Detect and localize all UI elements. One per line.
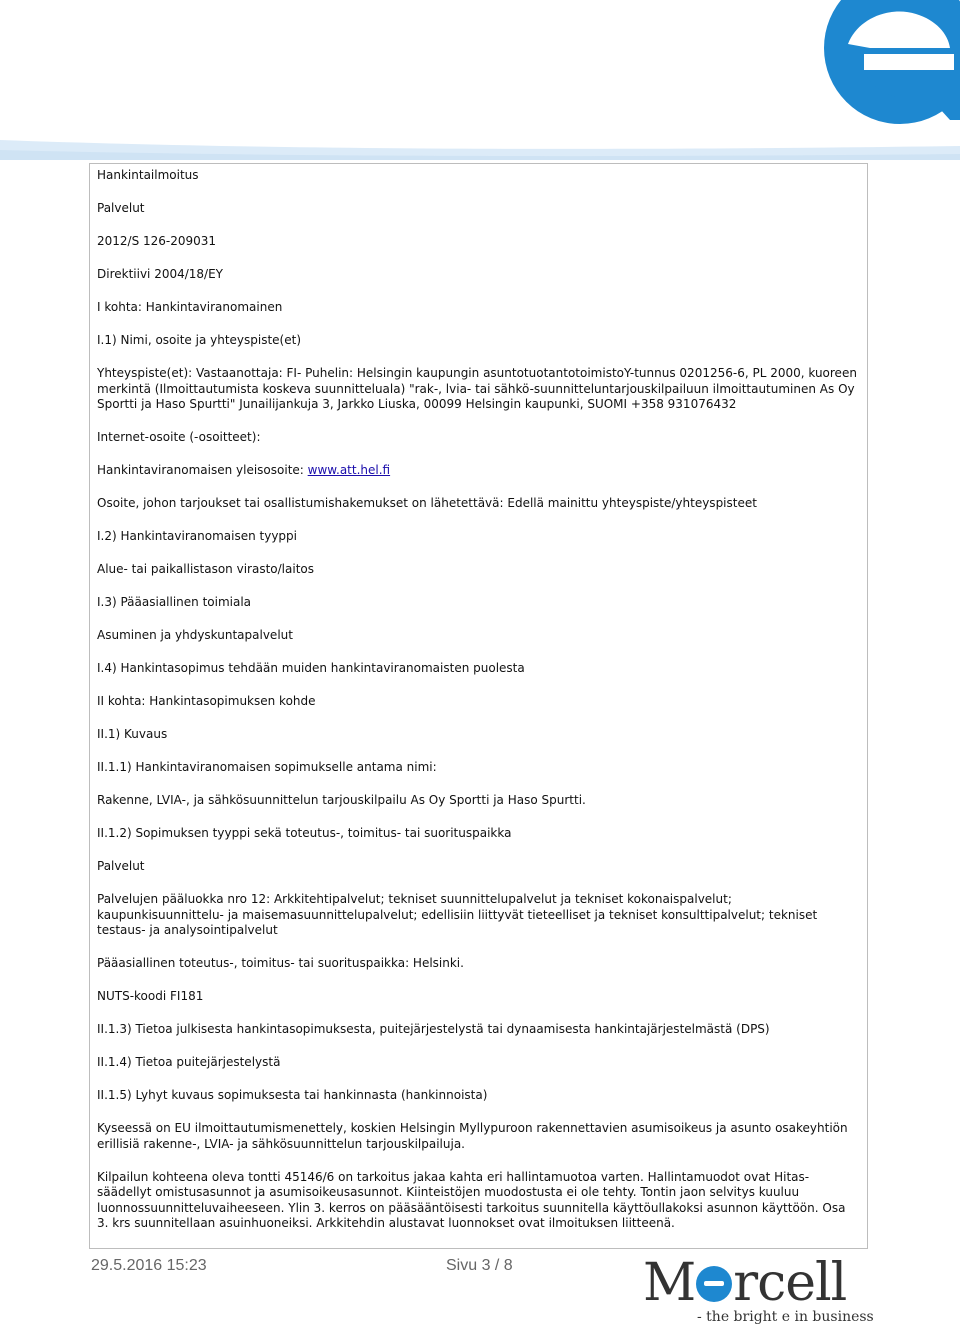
section-heading: II kohta: Hankintasopimuksen kohde (97, 694, 316, 708)
notice-category: Palvelut (97, 201, 145, 215)
notice-title: Hankintailmoitus (97, 168, 199, 182)
service-category: Palvelujen pääluokka nro 12: Arkkitehtipalvelut; tekniset suunnittelupalvelut ja tekniset kokonaispalvelut; kaupunkisuunnittelu- ja maisemasuunnittelupalvelut; edellisiin liittyvät tieteelliset ja tekniset konsulttipalvelut; tekniset testaus- ja analysointipalvelut (97, 892, 818, 937)
section-heading: I.2) Hankintaviranomaisen tyyppi (97, 529, 297, 543)
submission-address: Osoite, johon tarjoukset tai osallistumishakemukset on lähetettävä: Edellä mainittu yhteyspiste/yhteyspisteet (97, 496, 757, 510)
logo-e-icon (696, 1266, 732, 1302)
contract-name: Rakenne, LVIA-, ja sähkösuunnittelun tarjouskilpailu As Oy Sportti ja Haso Spurtti. (97, 793, 586, 807)
general-address-label: Hankintaviranomaisen yleisosoite: (97, 463, 308, 477)
section-heading: II.1) Kuvaus (97, 727, 168, 741)
logo-word-start: M (643, 1253, 696, 1313)
footer-datetime: 29.5.2016 15:23 (91, 1257, 207, 1274)
section-heading: I.1) Nimi, osoite ja yhteyspiste(et) (97, 333, 302, 347)
section-heading: I.4) Hankintasopimus tehdään muiden hankintaviranomaisten puolesta (97, 661, 525, 675)
section-heading: II.1.2) Sopimuksen tyyppi sekä toteutus-, toimitus- tai suorituspaikka (97, 826, 512, 840)
section-heading: II.1.1) Hankintaviranomaisen sopimukselle antama nimi: (97, 760, 437, 774)
section-heading: II.1.4) Tietoa puitejärjestelystä (97, 1055, 281, 1069)
section-heading: II.1.3) Tietoa julkisesta hankintasopimuksesta, puitejärjestelystä tai dynaamisesta hankintajärjestelmästä (DPS) (97, 1022, 770, 1036)
document-body (97, 168, 857, 1249)
contract-type: Palvelut (97, 859, 145, 873)
general-address-link[interactable]: www.att.hel.fi (307, 463, 391, 477)
general-address-line (97, 463, 857, 479)
description-paragraph: Kyseessä on EU ilmoittautumismenettely, koskien Helsingin Myllypuroon rakennettavien asumisoikeus ja asunto osakeyhtiön erillisiä rakenne-, LVIA- ja sähkösuunnittelun tarjouskilpailuja. (97, 1121, 848, 1151)
logo-wordmark (643, 1255, 846, 1311)
banner-graphic (0, 0, 960, 160)
nuts-code: NUTS-koodi FI181 (97, 989, 204, 1003)
description-paragraph: Kilpailun kohteena oleva tontti 45146/6 on tarkoitus jakaa kahta eri hallintamuotoa varten. Hallintamuodot ovat Hitas-säädellyt omistusasunnot ja asumisoikeusasunnot. Kiinteistöjen muodostusta ei ole tehty. Tontin jaon selvitys kuuluu luonnossuunnitteluvaiheeseen. Ylin 3. kerros on pääsääntöisesti tarkoitus suunnitella käyttöullakoksi asunnon käyttöön. Osa 3. krs suunnitellaan asuinhuoneiksi. Arkkitehdin alustavat luonnokset ovat ilmoituksen liitteenä. (97, 1169, 846, 1230)
logo-word-end: rcell (733, 1253, 847, 1313)
section-heading: II.1.5) Lyhyt kuvaus sopimuksesta tai hankinnasta (hankinnoista) (97, 1088, 488, 1102)
contact-paragraph: Yhteyspiste(et): Vastaanottaja: FI- Puhelin: Helsingin kaupungin asuntotuotantotoimistoY-tunnus 0201256-6, PL 2000, kuoreen merkintä (Ilmoittautumista koskeva suunnitteluala) "rak-, lvia- tai sähkö-suunnitteluntarjouskilpailuun ilmoittautuminen As Oy Sportti ja Haso Spurtti" Junailijankuja 3, Jarkko Liuska, 00099 Helsingin kaupunki, SUOMI +358 931076432 (97, 366, 857, 411)
internet-address-heading: Internet-osoite (-osoitteet): (97, 430, 261, 444)
main-activity: Asuminen ja yhdyskuntapalvelut (97, 628, 293, 642)
section-heading: I.3) Pääasiallinen toimiala (97, 595, 252, 609)
notice-reference: 2012/S 126-209031 (97, 234, 217, 248)
header-banner (0, 0, 960, 160)
footer-divider (89, 1248, 868, 1249)
section-heading: I kohta: Hankintaviranomainen (97, 300, 283, 314)
footer-page-number: Sivu 3 / 8 (446, 1257, 513, 1274)
company-logo (643, 1253, 874, 1327)
authority-type: Alue- tai paikallistason virasto/laitos (97, 562, 314, 576)
logo-tagline: - the bright e in business (697, 1309, 874, 1325)
performance-location: Pääasiallinen toteutus-, toimitus- tai suorituspaikka: Helsinki. (97, 956, 464, 970)
notice-directive: Direktiivi 2004/18/EY (97, 267, 224, 281)
